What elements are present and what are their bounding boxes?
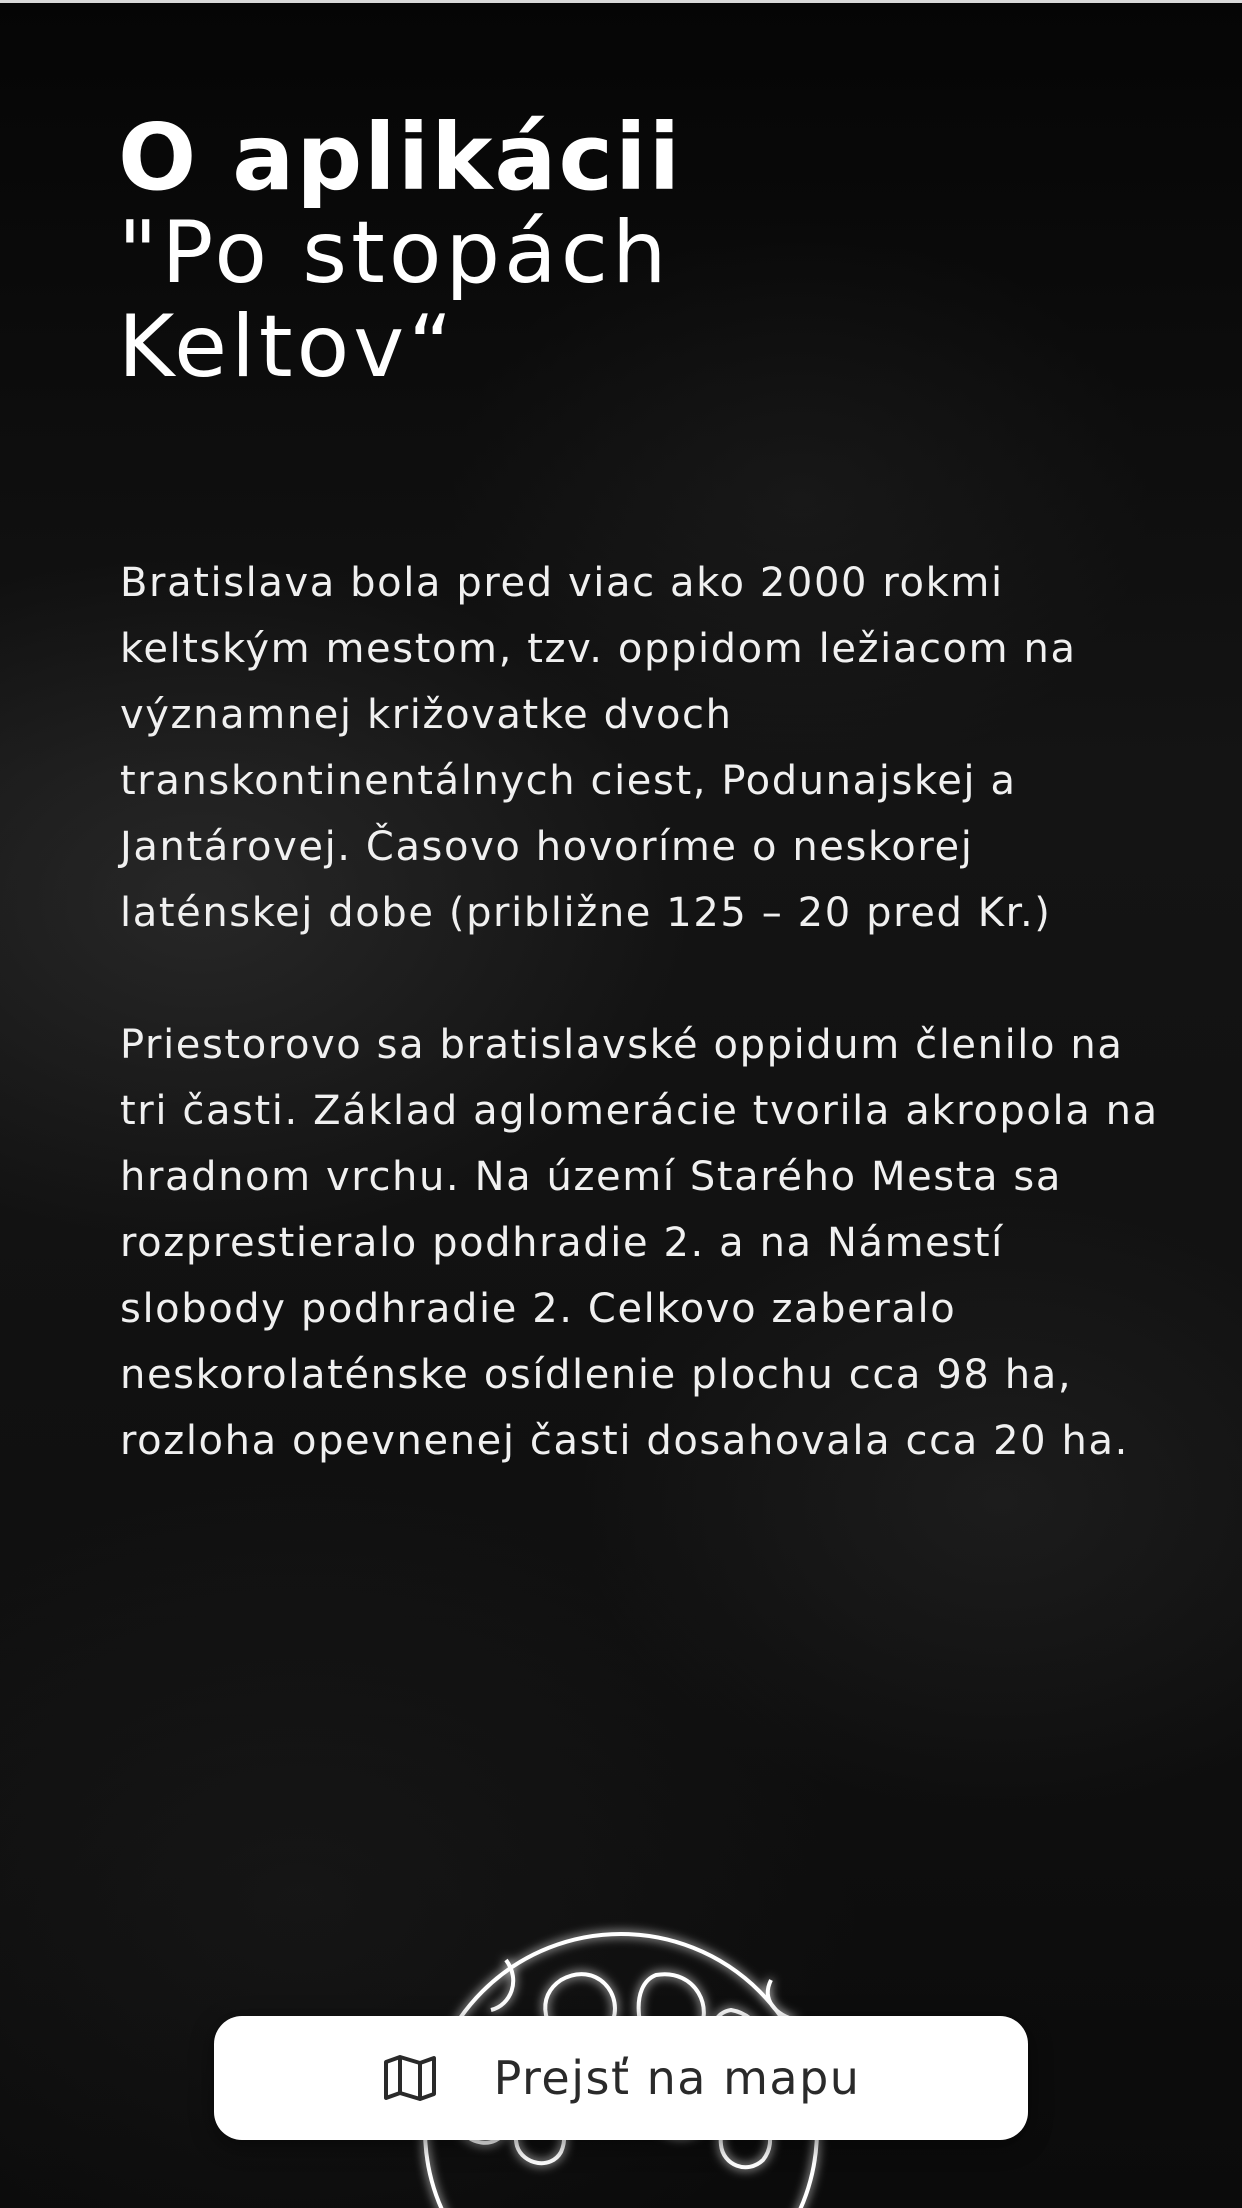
page-title-bold: O aplikácii (118, 104, 683, 211)
page-title (118, 104, 1158, 397)
map-icon (382, 2054, 438, 2102)
about-text (120, 550, 1160, 1540)
go-to-map-label: Prejsť na mapu (493, 2051, 861, 2105)
about-paragraph-1: Bratislava bola pred viac ako 2000 rokmi keltským mestom, tzv. oppidom ležiacom na významnej križovatke dvoch transkontinentálnych ciest, Podunajskej a Jantárovej. Časovo hovoríme o neskorej laténskej dobe (približne 125 – 20 pred Kr.) (120, 560, 1077, 936)
go-to-map-button[interactable] (214, 2016, 1028, 2140)
about-paragraph-2: Priestorovo sa bratislavské oppidum členilo na tri časti. Základ aglomerácie tvorila akropola na hradnom vrchu. Na území Starého Mesta sa rozprestieralo podhradie 2. a na Námestí slobody podhradie 2. Celkovo zaberalo neskorolaténske osídlenie plochu cca 98 ha, rozloha opevnenej časti dosahovala cca 20 ha. (120, 1022, 1159, 1464)
page-title-line-2: "Po stopách (118, 203, 671, 303)
page-title-line-3: Keltov“ (118, 297, 457, 397)
top-edge-line (0, 0, 1242, 3)
